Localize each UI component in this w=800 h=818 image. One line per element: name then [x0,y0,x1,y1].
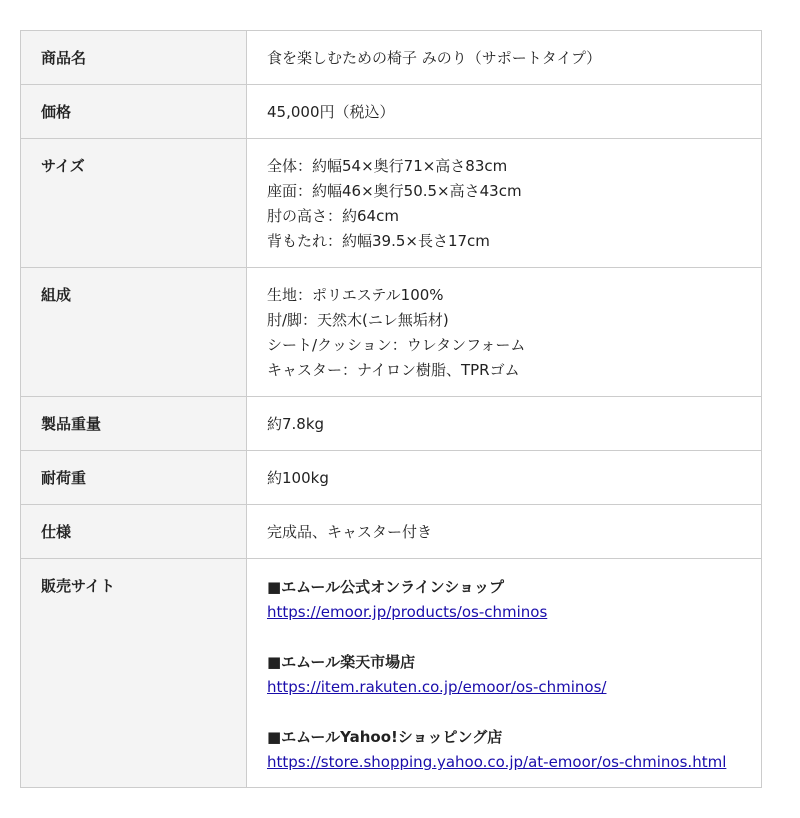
product-spec-table [20,30,762,788]
spec-row-shops [21,559,762,788]
spec-value [247,85,762,139]
spec-value-line: 全体：約幅54×奥行71×高さ83cm [267,157,508,175]
shop-link-official[interactable]: https://emoor.jp/products/os-chminos [267,603,548,621]
spec-value-line: 完成品、キャスター付き [267,523,433,541]
shop-list [247,559,762,788]
spec-value-line: キャスター：ナイロン樹脂、TPRゴム [267,361,520,379]
spec-label: 耐荷重 [21,451,247,505]
spec-label: サイズ [21,139,247,268]
spec-row-weight [21,397,762,451]
spec-label: 組成 [21,268,247,397]
spec-row-price [21,85,762,139]
spec-value [247,268,762,397]
spec-value [247,139,762,268]
spec-row-size [21,139,762,268]
spec-label: 製品重量 [21,397,247,451]
shop-link-rakuten[interactable]: https://item.rakuten.co.jp/emoor/os-chminos/ [267,678,607,696]
shop-name-rakuten: ■エムール楽天市場店 [267,653,416,671]
spec-value-line: 生地：ポリエステル100% [267,286,444,304]
spec-row-composition [21,268,762,397]
shop-name-yahoo: ■エムールYahoo!ショッピング店 [267,728,503,746]
spec-label: 販売サイト [21,559,247,788]
shop-link-yahoo[interactable]: https://store.shopping.yahoo.co.jp/at-emoor/os-chminos.html [267,753,727,771]
spec-value [247,505,762,559]
spec-label: 商品名 [21,31,247,85]
spec-value [247,397,762,451]
spec-value [247,31,762,85]
spec-value-line: 45,000円（税込） [267,103,395,121]
spec-value-line: 食を楽しむための椅子 みのり（サポートタイプ） [267,49,602,67]
shop-name-official: ■エムール公式オンラインショップ [267,578,504,596]
spec-label: 価格 [21,85,247,139]
spec-value-line: 肘/脚：天然木(ニレ無垢材) [267,311,449,329]
spec-row-load-capacity [21,451,762,505]
spec-value-line: 肘の高さ：約64cm [267,207,399,225]
spec-value-line: 座面：約幅46×奥行50.5×高さ43cm [267,182,522,200]
spec-value [247,451,762,505]
spec-row-specification [21,505,762,559]
spec-label: 仕様 [21,505,247,559]
spec-value-line: 背もたれ：約幅39.5×長さ17cm [267,232,490,250]
spec-value-line: 約7.8kg [267,415,325,433]
spec-row-product-name [21,31,762,85]
spec-value-line: 約100kg [267,469,329,487]
spec-value-line: シート/クッション：ウレタンフォーム [267,336,526,354]
